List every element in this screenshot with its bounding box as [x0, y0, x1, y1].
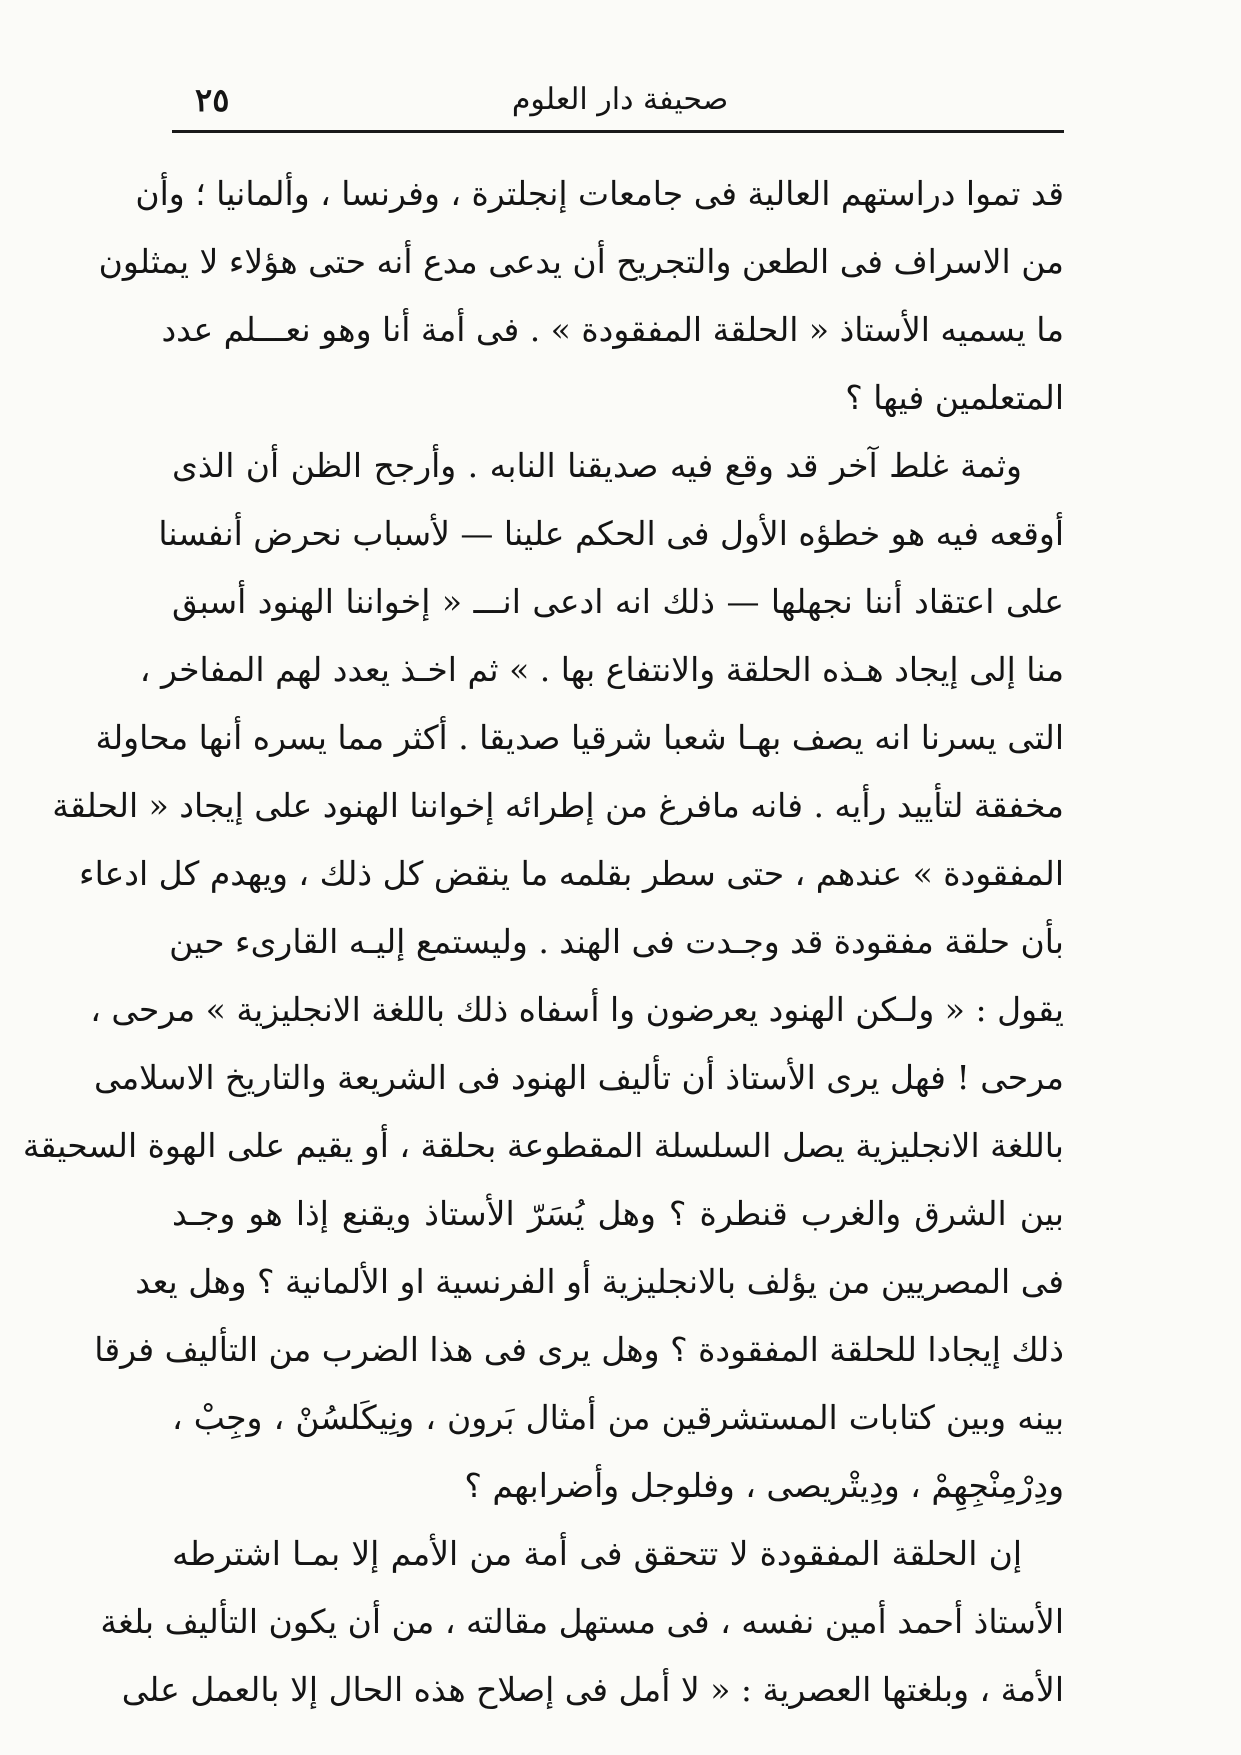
text-line: على اعتقاد أننا نجهلها — ذلك انه ادعى انـــ « إخواننا الهنود أسبق — [172, 582, 1064, 621]
text-line: إن الحلقة المفقودة لا تتحقق فى أمة من الأمم إلا بمـا اشترطه — [172, 1534, 1022, 1573]
text-line: المتعلمين فيها ؟ — [845, 378, 1064, 417]
text-line: مخفقة لتأييد رأيه . فانه مافرغ من إطرائه إخواننا الهنود على إيجاد « الحلقة — [52, 786, 1064, 825]
text-line: مرحى ! فهل يرى الأستاذ أن تأليف الهنود فى الشريعة والتاريخ الاسلامى — [94, 1058, 1064, 1097]
text-line: قد تموا دراستهم العالية فى جامعات إنجلترة ، وفرنسا ، وألمانيا ؛ وأن — [135, 174, 1064, 213]
text-line: ما يسميه الأستاذ « الحلقة المفقودة » . فى أمة أنا وهو نعـــلم عدد — [161, 310, 1064, 349]
running-header — [175, 78, 1065, 128]
text-line: بين الشرق والغرب قنطرة ؟ وهل يُسَرّ الأستاذ ويقنع إذا هو وجـد — [172, 1194, 1064, 1233]
text-line: أوقعه فيه هو خطؤه الأول فى الحكم علينا — لأسباب نحرض أنفسنا — [158, 514, 1064, 553]
text-line: بينه وبين كتابات المستشرقين من أمثال بَرون ، ونِيكَلسُنْ ، وجِبْ ، — [172, 1398, 1064, 1437]
text-line: من الاسراف فى الطعن والتجريح أن يدعى مدع أنه حتى هؤلاء لا يمثلون — [98, 242, 1064, 281]
text-line: المفقودة » عندهم ، حتى سطر بقلمه ما ينقض كل ذلك ، ويهدم كل ادعاء — [79, 854, 1064, 893]
text-line: وثمة غلط آخر قد وقع فيه صديقنا النابه . وأرجح الظن أن الذى — [172, 446, 1022, 485]
text-line: باللغة الانجليزية يصل السلسلة المقطوعة بحلقة ، أو يقيم على الهوة السحيقة — [22, 1126, 1064, 1165]
article-body — [22, 160, 1064, 1724]
text-line: التى يسرنا انه يصف بهـا شعبا شرقيا صديقا . أكثر مما يسره أنها محاولة — [95, 718, 1064, 757]
text-line: ذلك إيجادا للحلقة المفقودة ؟ وهل يرى فى هذا الضرب من التأليف فرقا — [94, 1330, 1064, 1369]
text-line: الأمة ، وبلغتها العصرية : « لا أمل فى إصلاح هذه الحال إلا بالعمل على — [121, 1670, 1064, 1709]
text-line: يقول : « ولـكن الهنود يعرضون وا أسفاه ذلك باللغة الانجليزية » مرحى ، — [90, 990, 1064, 1029]
text-line: بأن حلقة مفقودة قد وجـدت فى الهند . وليستمع إليـه القارىء حين — [169, 922, 1064, 961]
text-line: منا إلى إيجاد هـذه الحلقة والانتفاع بها . » ثم اخـذ يعدد لهم المفاخر ، — [139, 650, 1064, 689]
page-number: ٢٥ — [195, 81, 230, 119]
header-rule — [172, 130, 1064, 133]
text-line: ودِرْمِنْجِهِمْ ، ودِيتْريصى ، وفلوجل وأضرابهم ؟ — [464, 1466, 1064, 1505]
text-line: فى المصريين من يؤلف بالانجليزية أو الفرنسية او الألمانية ؟ وهل يعد — [135, 1262, 1064, 1301]
journal-title: صحيفة دار العلوم — [511, 82, 729, 117]
text-line: الأستاذ أحمد أمين نفسه ، فى مستهل مقالته ، من أن يكون التأليف بلغة — [100, 1602, 1064, 1641]
